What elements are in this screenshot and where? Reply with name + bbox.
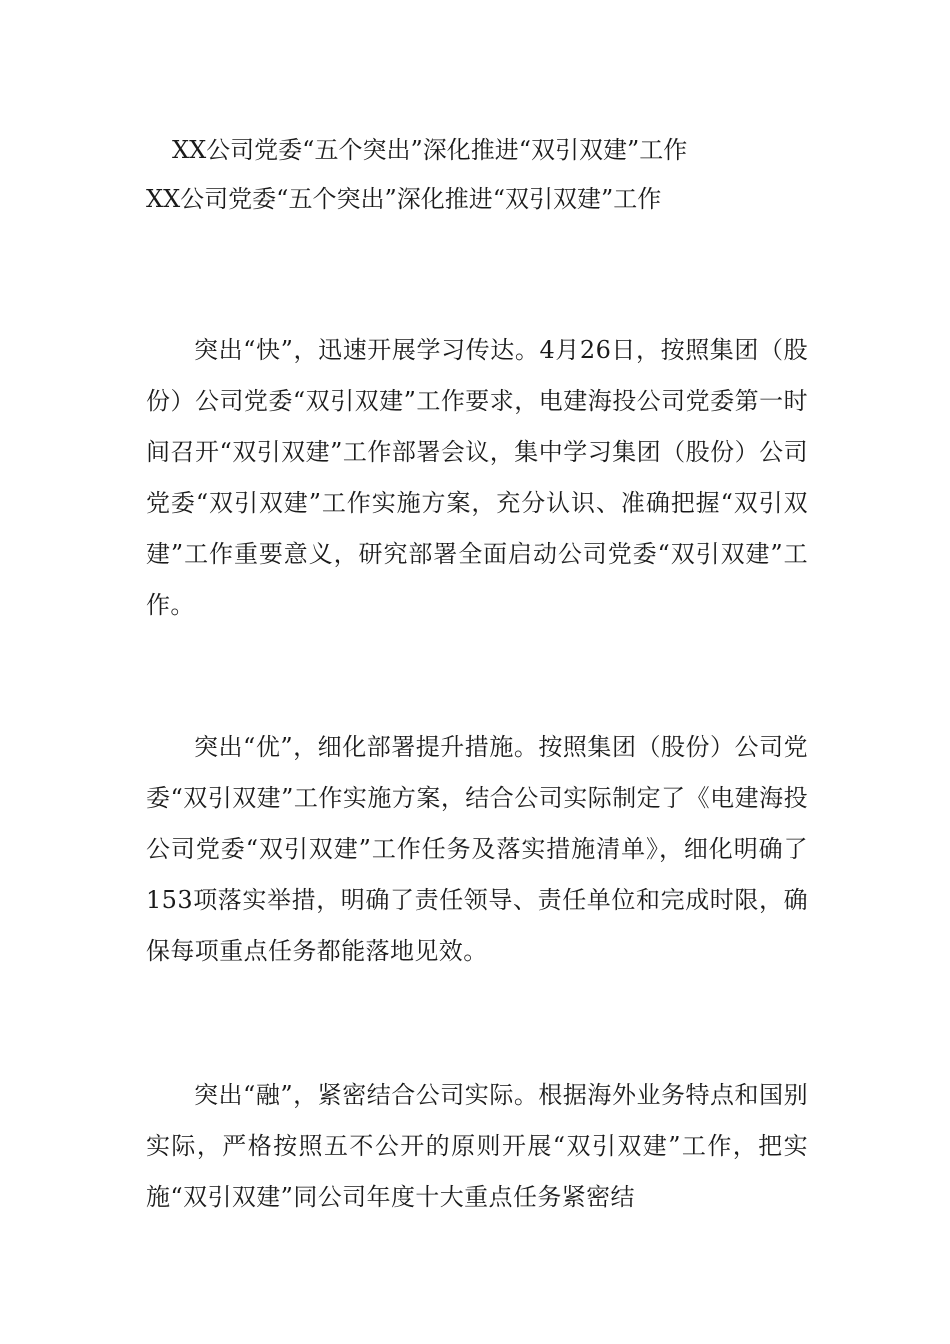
- paragraph-kuai: 突出“快”，迅速开展学习传达。4月26日，按照集团（股份）公司党委“双引双建”工作要求，电建海投公司党委第一时间召开“双引双建”工作部署会议，集中学习集团（股份）公司党委“双引双建”工作实施方案，充分认识、准确把握“双引双建”工作重要意义，研究部署全面启动公司党委“双引双建”工作。: [146, 336, 808, 619]
- document-title-line-2: XX公司党委“五个突出”深化推进“双引双建”工作: [146, 185, 662, 213]
- document-title-line-1: XX公司党委“五个突出”深化推进“双引双建”工作: [172, 136, 688, 164]
- paragraph-rong: 突出“融”，紧密结合公司实际。根据海外业务特点和国别实际，严格按照五不公开的原则开展“双引双建”工作，把实施“双引双建”同公司年度十大重点任务紧密结: [146, 1081, 808, 1211]
- paragraph-you: 突出“优”，细化部署提升措施。按照集团（股份）公司党委“双引双建”工作实施方案，结合公司实际制定了《电建海投公司党委“双引双建”工作任务及落实措施清单》，细化明确了153项落实举措，明确了责任领导、责任单位和完成时限，确保每项重点任务都能落地见效。: [146, 733, 808, 965]
